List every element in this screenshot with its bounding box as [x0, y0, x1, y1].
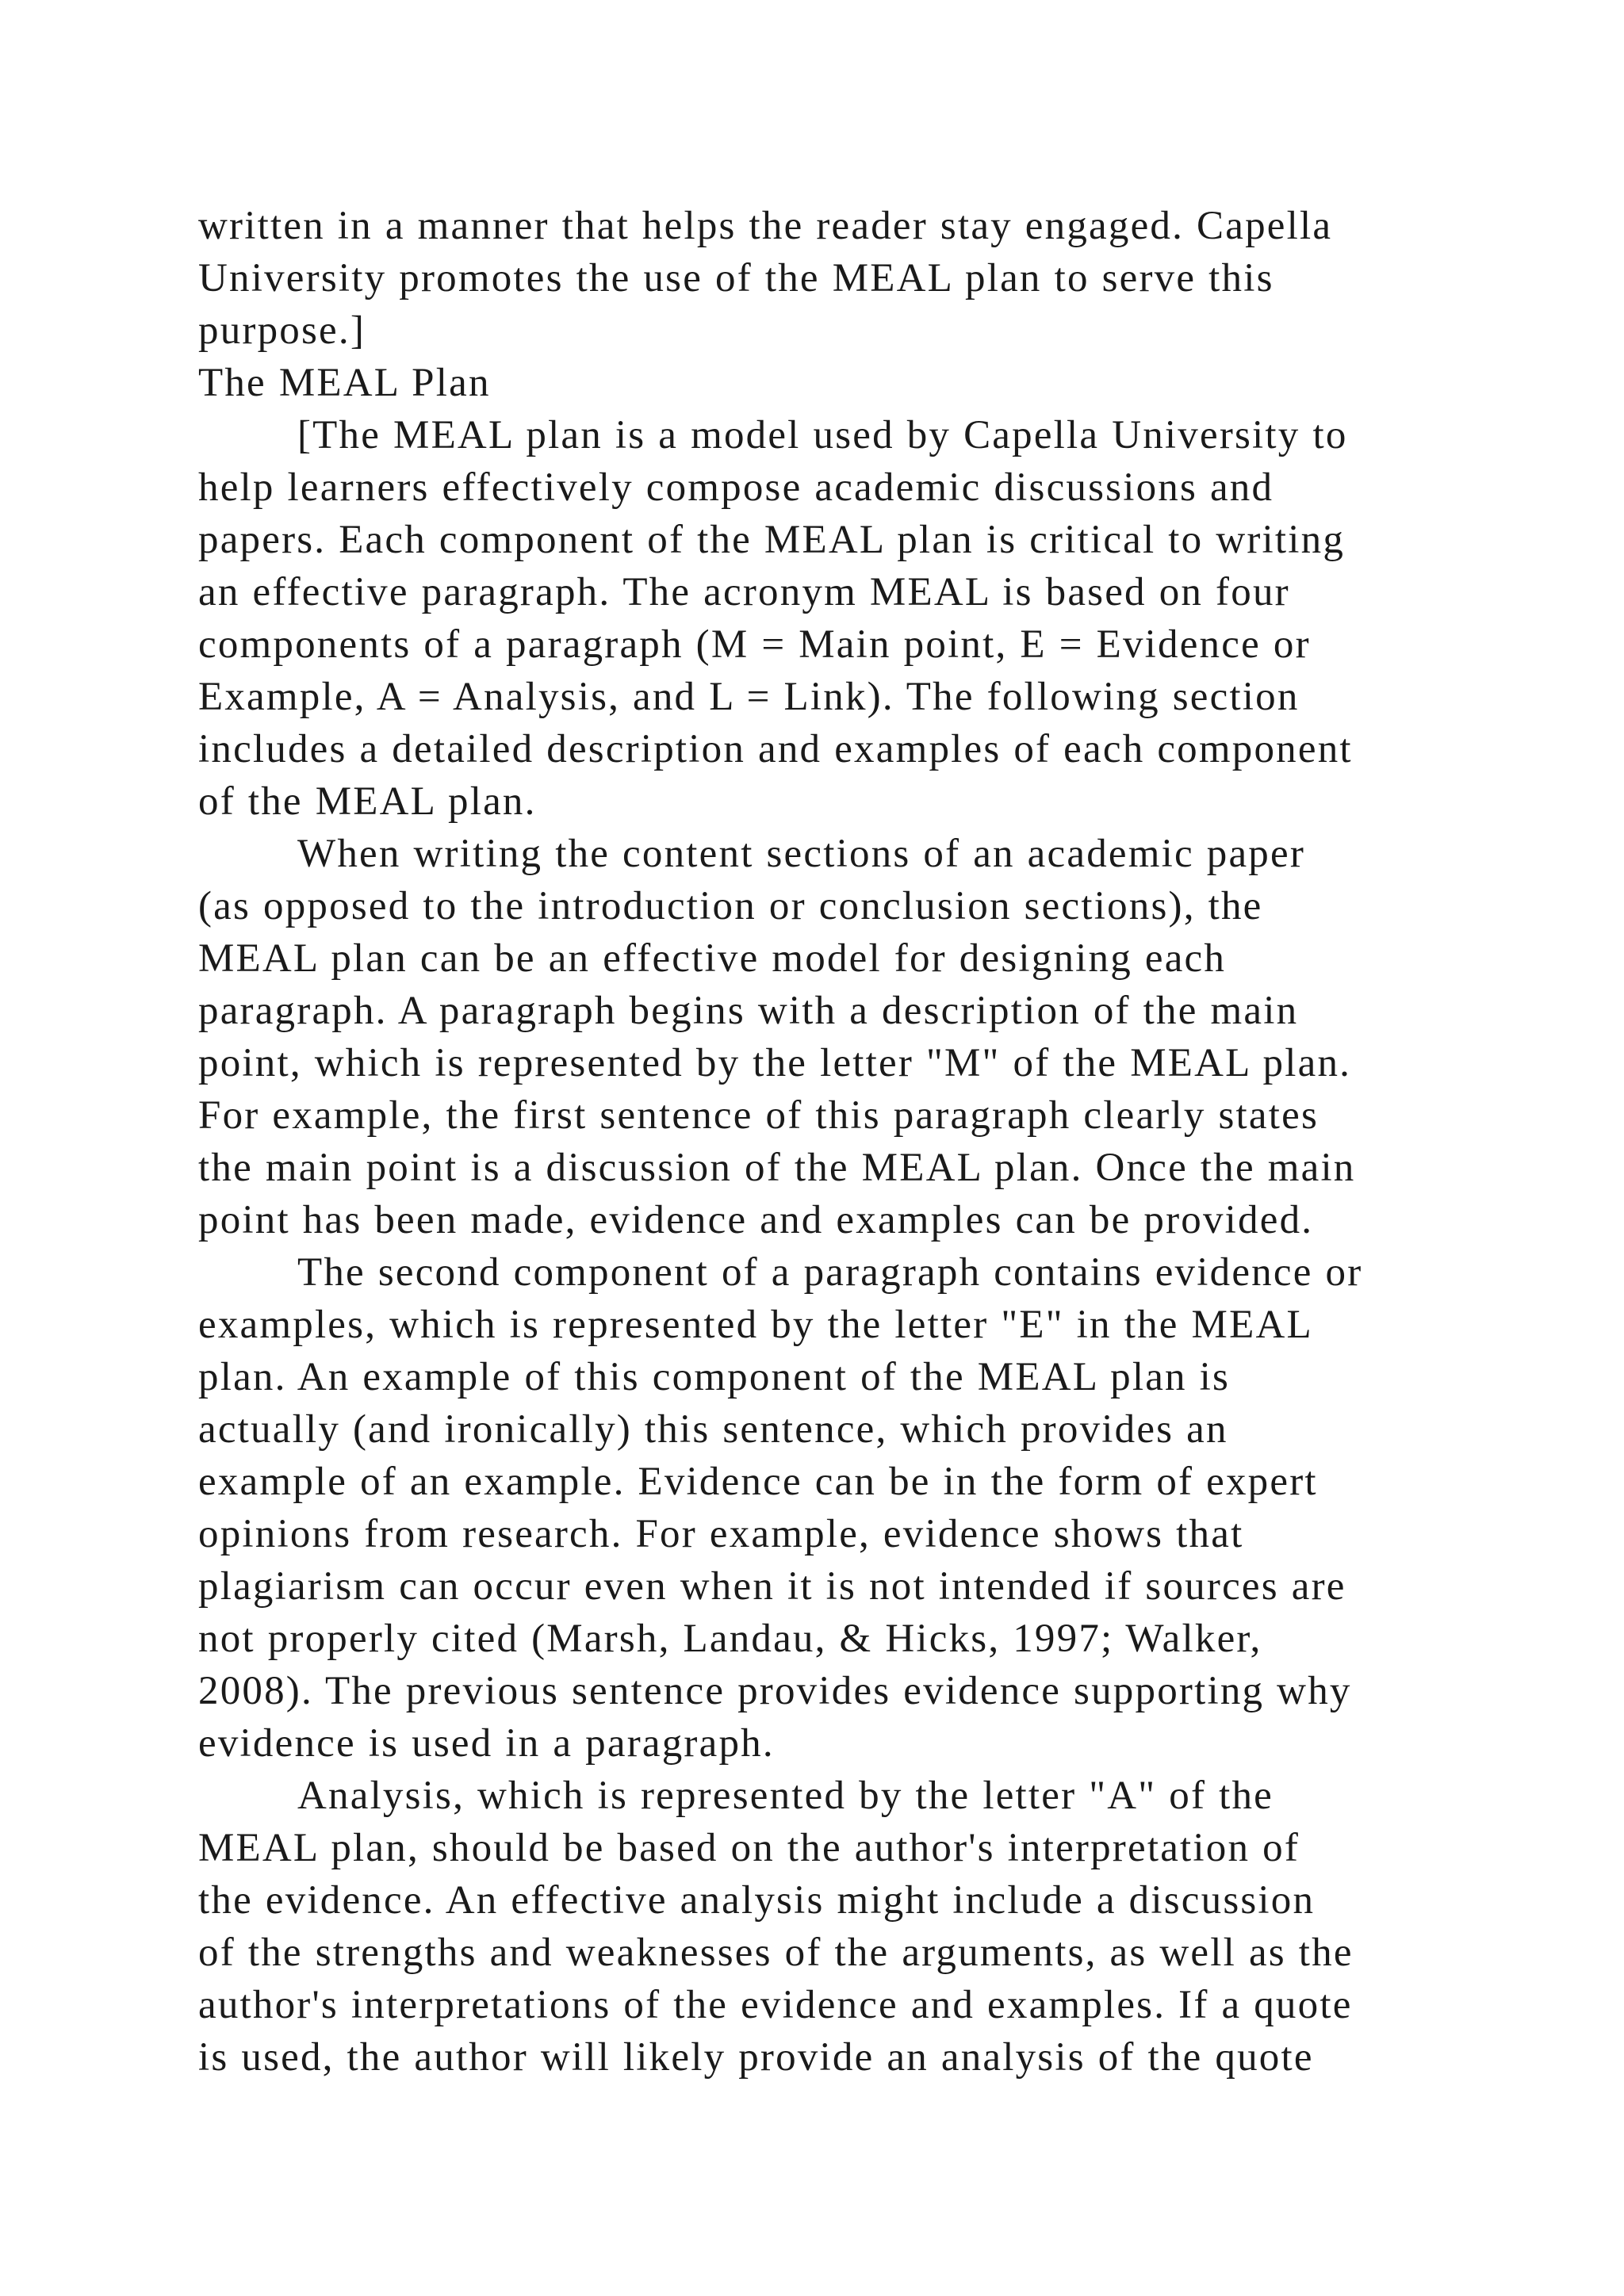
text-line: The second component of a paragraph contains evidence or — [297, 1250, 1363, 1295]
text-line: Analysis, which is represented by the letter "A" of the — [297, 1774, 1274, 1818]
text-line: When writing the content sections of an academic paper — [297, 832, 1306, 876]
text-line: components of a paragraph (M = Main point, E = Evidence or — [198, 622, 1311, 667]
text-line: the main point is a discussion of the MEAL plan. Once the main — [198, 1146, 1356, 1190]
text-line: point has been made, evidence and examples can be provided. — [198, 1198, 1314, 1242]
text-line: the evidence. An effective analysis might include a discussion — [198, 1878, 1316, 1923]
text-line: MEAL plan, should be based on the author's interpretation of — [198, 1826, 1300, 1870]
text-line: includes a detailed description and examples of each component — [198, 727, 1353, 771]
text-line: [The MEAL plan is a model used by Capella University to — [297, 413, 1348, 457]
text-line: purpose.] — [198, 308, 366, 353]
text-line: evidence is used in a paragraph. — [198, 1721, 775, 1766]
text-line: plagiarism can occur even when it is not intended if sources are — [198, 1564, 1346, 1609]
text-line: example of an example. Evidence can be in the form of expert — [198, 1460, 1318, 1504]
text-line: written in a manner that helps the reader stay engaged. Capella — [198, 204, 1333, 248]
text-line: is used, the author will likely provide an analysis of the quote — [198, 2035, 1314, 2080]
text-line: actually (and ironically) this sentence, which provides an — [198, 1407, 1228, 1452]
text-line: help learners effectively compose academic discussions and — [198, 465, 1274, 510]
text-line: 2008). The previous sentence provides evidence supporting why — [198, 1669, 1352, 1713]
section-heading: The MEAL Plan — [198, 361, 491, 405]
text-line: point, which is represented by the letter "M" of the MEAL plan. — [198, 1041, 1352, 1085]
text-line: author's interpretations of the evidence and examples. If a quote — [198, 1983, 1353, 2027]
text-line: papers. Each component of the MEAL plan is critical to writing — [198, 518, 1346, 562]
text-line: MEAL plan can be an effective model for designing each — [198, 936, 1227, 981]
text-line: opinions from research. For example, evidence shows that — [198, 1512, 1244, 1556]
text-line: plan. An example of this component of the MEAL plan is — [198, 1355, 1231, 1399]
text-line: not properly cited (Marsh, Landau, & Hicks, 1997; Walker, — [198, 1617, 1262, 1661]
text-line: of the strengths and weaknesses of the arguments, as well as the — [198, 1931, 1354, 1975]
text-line: an effective paragraph. The acronym MEAL is based on four — [198, 570, 1290, 614]
text-line: For example, the first sentence of this paragraph clearly states — [198, 1093, 1319, 1138]
text-line: paragraph. A paragraph begins with a description of the main — [198, 989, 1299, 1033]
body-text — [198, 200, 1435, 2084]
text-line: University promotes the use of the MEAL plan to serve this — [198, 256, 1274, 300]
text-line: of the MEAL plan. — [198, 779, 537, 824]
text-line: Example, A = Analysis, and L = Link). The following section — [198, 675, 1300, 719]
text-line: examples, which is represented by the letter "E" in the MEAL — [198, 1303, 1313, 1347]
text-line: (as opposed to the introduction or conclusion sections), the — [198, 884, 1263, 928]
